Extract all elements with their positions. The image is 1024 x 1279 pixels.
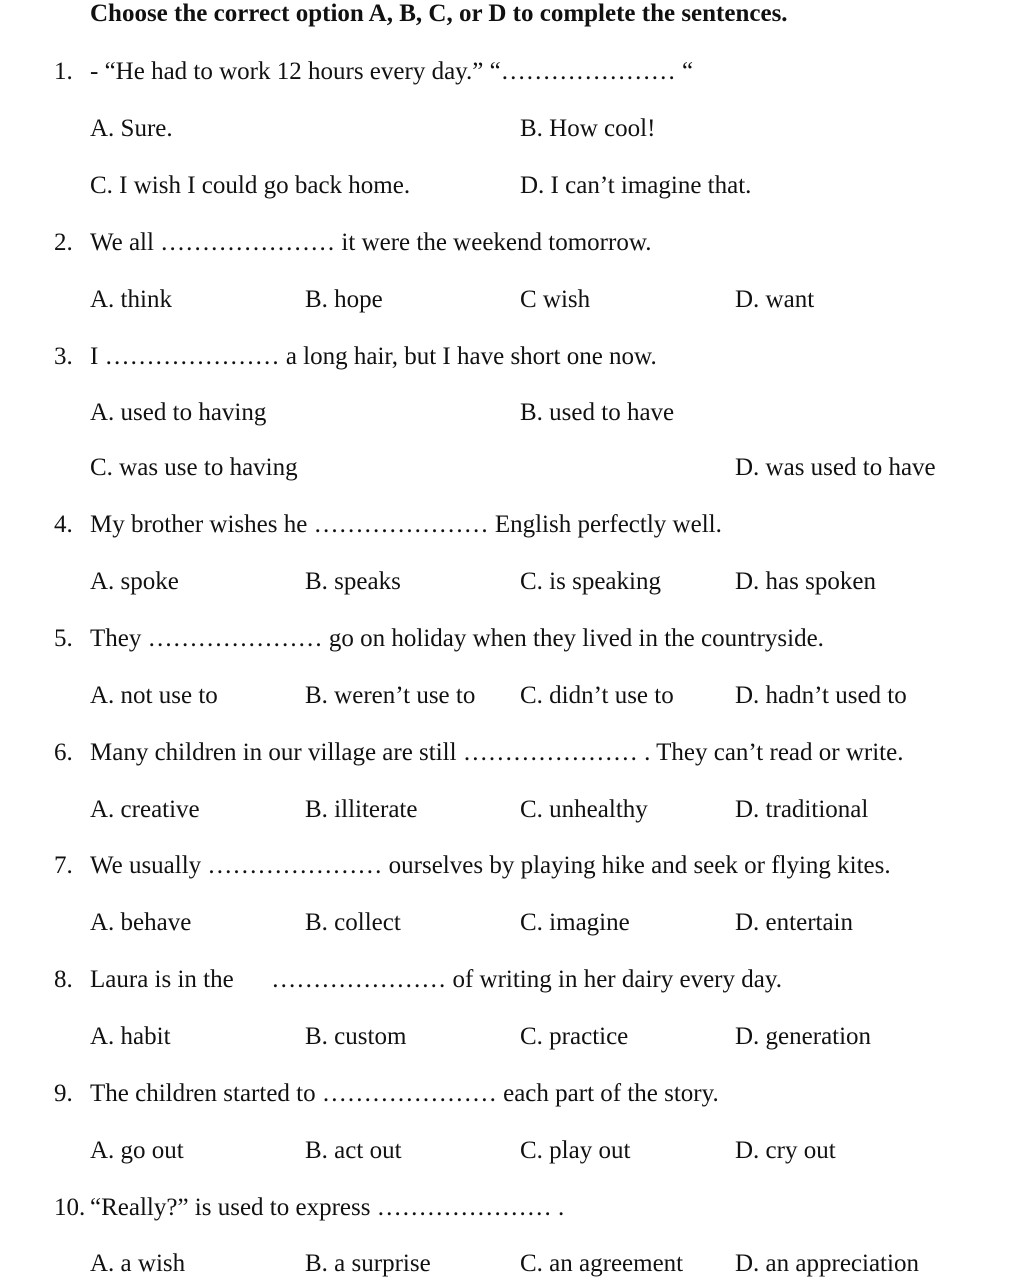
question-stem: The children started to ………………… each part of the story. xyxy=(90,1080,719,1107)
question-number: 3. xyxy=(54,343,73,370)
option-b[interactable]: B. used to have xyxy=(520,399,675,426)
question-stem: We usually ………………… ourselves by playing hike and seek or flying kites. xyxy=(90,852,891,879)
question-stem: My brother wishes he ………………… English perfectly well. xyxy=(90,511,722,538)
question-stem: I ………………… a long hair, but I have short one now. xyxy=(90,343,657,370)
question-number: 5. xyxy=(54,625,73,652)
option-d[interactable]: D. has spoken xyxy=(735,568,876,595)
option-d[interactable]: D. generation xyxy=(735,1023,872,1050)
option-b[interactable]: B. hope xyxy=(305,286,383,313)
option-c[interactable]: C. was use to having xyxy=(90,454,298,481)
question-number: 4. xyxy=(54,511,73,538)
option-d[interactable]: D. want xyxy=(735,286,815,313)
option-d[interactable]: D. traditional xyxy=(735,796,869,823)
option-a[interactable]: A. Sure. xyxy=(90,115,173,142)
question-number: 7. xyxy=(54,852,73,879)
option-c[interactable]: C. is speaking xyxy=(520,568,661,595)
option-c[interactable]: C. play out xyxy=(520,1137,631,1164)
option-a[interactable]: A. spoke xyxy=(90,568,179,595)
question-number: 6. xyxy=(54,739,73,766)
question-stem: “Really?” is used to express ………………… . xyxy=(90,1194,565,1221)
option-a[interactable]: A. behave xyxy=(90,909,192,936)
option-b[interactable]: B. illiterate xyxy=(305,796,418,823)
question-number: 1. xyxy=(54,58,73,85)
question-number: 9. xyxy=(54,1080,73,1107)
option-d[interactable]: D. hadn’t used to xyxy=(735,682,907,709)
question-number: 10. xyxy=(54,1194,86,1221)
option-d[interactable]: D. was used to have xyxy=(735,454,936,481)
option-a[interactable]: A. a wish xyxy=(90,1250,186,1277)
option-d[interactable]: D. an appreciation xyxy=(735,1250,919,1277)
option-c[interactable]: C wish xyxy=(520,286,591,313)
option-a[interactable]: A. creative xyxy=(90,796,200,823)
option-c[interactable]: C. I wish I could go back home. xyxy=(90,172,411,199)
option-b[interactable]: B. a surprise xyxy=(305,1250,431,1277)
question-number: 8. xyxy=(54,966,73,993)
option-a[interactable]: A. go out xyxy=(90,1137,184,1164)
option-c[interactable]: C. unhealthy xyxy=(520,796,648,823)
option-b[interactable]: B. collect xyxy=(305,909,401,936)
option-d[interactable]: D. I can’t imagine that. xyxy=(520,172,752,199)
question-stem: Many children in our village are still ………………… . They can’t read or write. xyxy=(90,739,904,766)
option-b[interactable]: B. speaks xyxy=(305,568,401,595)
question-stem: Laura is in the ………………… of writing in her dairy every day. xyxy=(90,966,782,993)
option-c[interactable]: C. imagine xyxy=(520,909,630,936)
question-stem: We all ………………… it were the weekend tomorrow. xyxy=(90,229,652,256)
option-d[interactable]: D. entertain xyxy=(735,909,854,936)
option-b[interactable]: B. weren’t use to xyxy=(305,682,476,709)
option-a[interactable]: A. not use to xyxy=(90,682,218,709)
option-b[interactable]: B. How cool! xyxy=(520,115,656,142)
question-stem: They ………………… go on holiday when they lived in the countryside. xyxy=(90,625,824,652)
option-c[interactable]: C. didn’t use to xyxy=(520,682,674,709)
option-d[interactable]: D. cry out xyxy=(735,1137,836,1164)
option-a[interactable]: A. think xyxy=(90,286,172,313)
option-a[interactable]: A. habit xyxy=(90,1023,171,1050)
option-c[interactable]: C. an agreement xyxy=(520,1250,684,1277)
question-stem: - “He had to work 12 hours every day.” “………………… “ xyxy=(90,58,694,85)
question-number: 2. xyxy=(54,229,73,256)
option-c[interactable]: C. practice xyxy=(520,1023,629,1050)
option-a[interactable]: A. used to having xyxy=(90,399,267,426)
option-b[interactable]: B. custom xyxy=(305,1023,407,1050)
option-b[interactable]: B. act out xyxy=(305,1137,402,1164)
instruction-heading: Choose the correct option A, B, C, or D to complete the sentences. xyxy=(90,0,788,27)
